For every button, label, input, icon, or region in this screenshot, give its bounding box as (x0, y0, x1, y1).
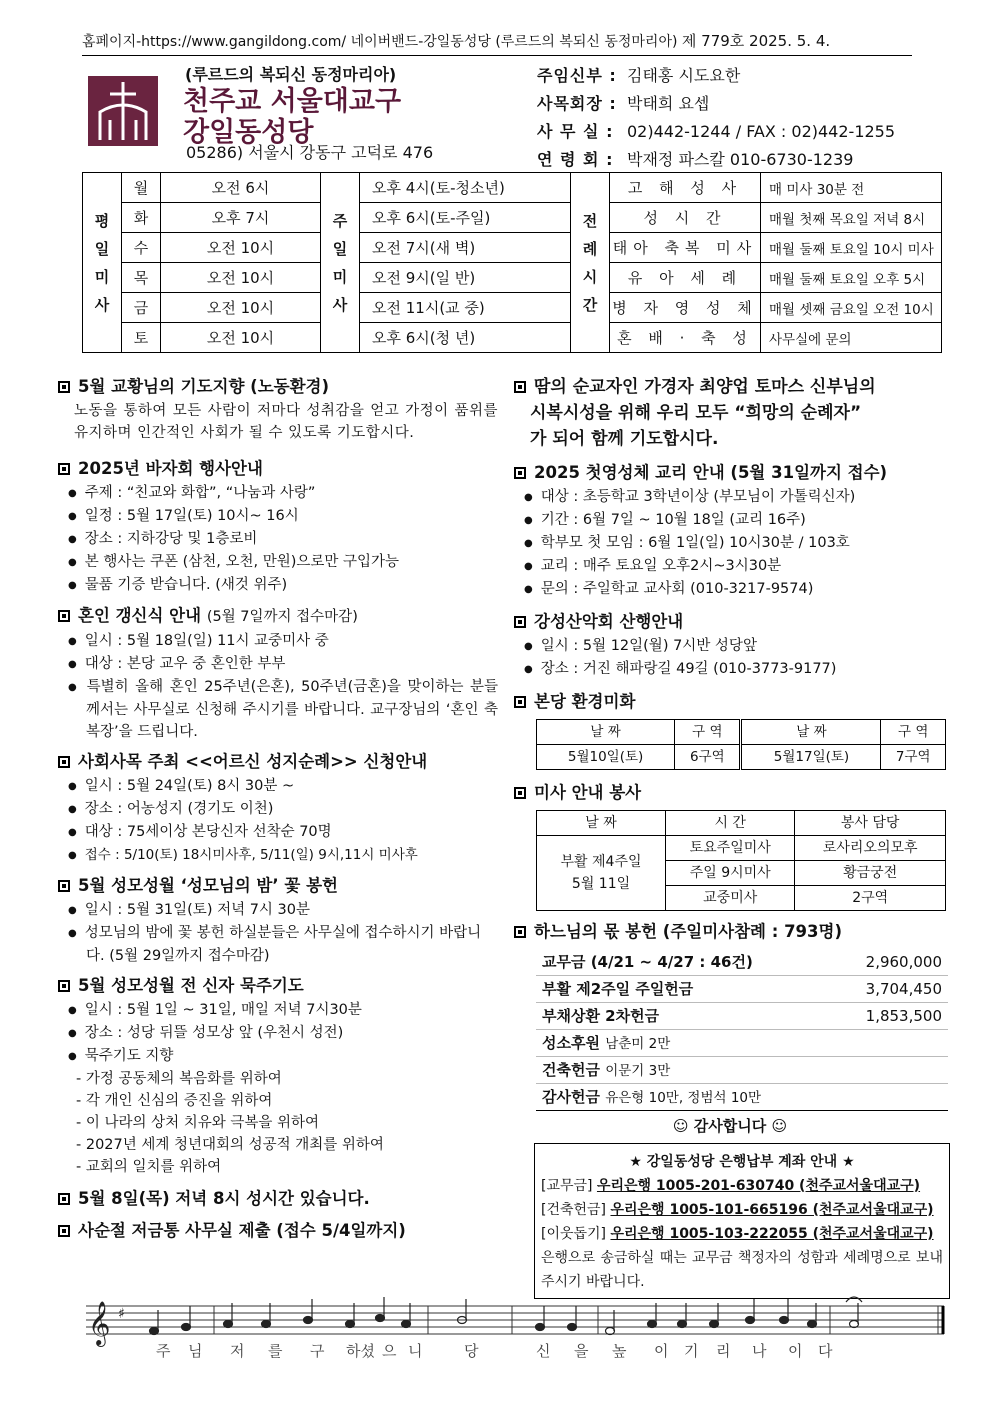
intention-item: - 가정 공동체의 복음화를 위하여 (76, 1071, 282, 1087)
lyric-syllable: 저 (230, 1342, 245, 1360)
parish-name: 강일동성당 (183, 117, 314, 148)
contact-info (537, 62, 895, 174)
intention-item: - 각 개인 신심의 증진을 위하여 (76, 1093, 273, 1109)
list-item: ● 교리 : 매주 토요일 오후2시~3시30분 (514, 555, 946, 578)
mass-service-table: 날 짜 시 간 봉사 담당 부활 제4주일 5월 11일 토요주일미사 로사리오의모후 주일 9시미사 황금궁전 교중미사 2구역 (536, 810, 946, 911)
sunday-mass-label: 주 일 미 사 (321, 173, 360, 353)
list-item: ● 문의 : 주일학교 교사회 (010-3217-9574) (514, 578, 946, 601)
diocese-name: 천주교 서울대교구 (183, 86, 402, 117)
lyric-syllable: 이 (654, 1342, 669, 1360)
section-title: 5월 성모성월 ‘성모님의 밤’ 꽃 봉헌 (58, 875, 498, 897)
bank-account-box (534, 1143, 950, 1299)
list-item: ● 물품 기증 받습니다. (새것 위주) (58, 574, 498, 597)
section-title: 미사 안내 봉사 (514, 782, 946, 804)
list-item: ● 장소 : 거진 해파랑길 49길 (010-3773-9177) (514, 658, 946, 681)
lyric-syllable: 이 (788, 1342, 803, 1360)
thanks-text: ☺ 감사합니다 ☺ (672, 1117, 788, 1135)
homepage-text: 홈페이지-https://www.gangildong.com/ 네이버밴드-강일동성당 (루르드의 복되신 동정마리아) (82, 34, 678, 50)
contact-row: 주임신부 : 김태홍 시도요한 (537, 66, 741, 85)
list-item: ● 특별히 올해 혼인 25주년(은혼), 50주년(금혼)을 맞이하는 분들께서는 사무실로 신청해 주시기를 바랍니다. 교구장님의 ‘혼인 축복장’을 드립니다. (58, 676, 498, 743)
lyric-syllable: 다 (818, 1342, 833, 1360)
patron-name: (루르드의 복되신 동정마리아) (185, 65, 397, 84)
lyric-syllable: 기 (684, 1342, 699, 1360)
lyric-syllable: 를 (268, 1342, 283, 1360)
offering-row: 부채상환 2차헌금 1,853,500 (536, 1003, 948, 1030)
intention-item: - 2027년 세계 청년대회의 성공적 개최를 위하여 (76, 1137, 384, 1153)
section-title: 본당 환경미화 (514, 691, 946, 713)
list-item: ● 성모님의 밤에 꽃 봉헌 하실분들은 사무실에 접수하시기 바랍니다. (5월 29일까지 접수마감) (58, 922, 498, 967)
section-title: 땀의 순교자인 가경자 최양업 토마스 신부님의 (514, 376, 946, 398)
section-title: 2025 첫영성체 교리 안내 (5월 31일까지 접수) (514, 462, 946, 484)
section-title: 2025년 바자회 행사안내 (58, 458, 498, 480)
section-title: 사순절 저금통 사무실 제출 (접수 5/4일까지) (58, 1220, 498, 1242)
list-item: ● 일시 : 5월 18일(일) 11시 교중미사 중 (58, 630, 498, 653)
lyric-syllable: 주 (156, 1342, 171, 1360)
list-item: ● 일정 : 5월 17일(토) 10시~ 16시 (58, 505, 498, 528)
list-item: ● 대상 : 초등학교 3학년이상 (부모님이 가톨릭신자) (514, 486, 946, 509)
weekday-mass-label: 평 일 미 사 (83, 173, 122, 353)
list-item: ● 장소 : 성당 뒤뜰 성모상 앞 (우천시 성전) (58, 1022, 498, 1045)
left-column (58, 368, 498, 1244)
offering-row: 감사헌금 유은형 10만, 정범석 10만 (536, 1084, 948, 1111)
svg-text:𝄞: 𝄞 (88, 1301, 111, 1345)
parish-logo (88, 76, 158, 146)
offering-row: 교무금 (4/21 ~ 4/27 : 46건) 2,960,000 (536, 949, 948, 976)
bank-note: 은행으로 송금하실 때는 교무금 책정자의 성함과 세례명으로 보내주시기 바랍니다. (541, 1250, 943, 1290)
mass-schedule-table: 평 일 미 사 월 오전 6시 주 일 미 사 오후 4시(토-청소년) 전 례 시 간 고 해 성 사 매 미사 30분 전 화 오후 7시 오후 6시(토-주일) 성 시 간 매월 첫째 목요일 저녁 8시 수 오전 10시 오전 7시(새 벽) 태아 축복 미사 매월 둘째 토요일 10시 미사 목 오전 10시 오전 9시(일 반) 유 아 세 례 매월 둘째 토요일 오후 5시 금 오전 10시 오전 11시(교 중) 병 자 영 성 체 매월 셋째 금요일 오전 10시 토 오전 10시 오후 6시(청 년) 혼 배 · 축 성 사무실에 문의 (82, 172, 942, 353)
bank-line: [건축헌금] 우리은행 1005-101-665196 (천주교서울대교구) (541, 1202, 934, 1218)
section-title: 사회사목 주최 <<어르신 성지순례>> 신청안내 (58, 751, 498, 773)
list-item: ● 본 행사는 쿠폰 (삼천, 오천, 만원)으로만 구입가능 (58, 551, 498, 574)
list-item: ● 주제 : “친교와 화합”, “나눔과 사랑” (58, 482, 498, 505)
section-title: 혼인 갱신식 안내 (5월 7일까지 접수마감) (58, 605, 498, 628)
section-title: 5월 8일(목) 저녁 8시 성시간 있습니다. (58, 1188, 498, 1210)
list-item: ● 일시 : 5월 12일(월) 7시반 성당앞 (514, 635, 946, 658)
contact-row: 사목회장 : 박태희 요셉 (537, 94, 710, 113)
cleaning-table: 날 짜 구 역 날 짜 구 역 5월10일(토) 6구역 5월17일(토) 7구역 (536, 719, 946, 770)
lyric-syllable: 나 (752, 1342, 767, 1360)
lyric-syllable: 을 (574, 1342, 589, 1360)
contact-row: 사 무 실 : 02)442-1244 / FAX : 02)442-1255 (537, 122, 896, 141)
parish-address: 05286) 서울시 강동구 고덕로 476 (186, 143, 434, 162)
offering-list (536, 949, 948, 1111)
prayer-intention-text: 노동을 통하여 모든 사람이 저마다 성취감을 얻고 가정이 품위를 유지하며 인간적인 사회가 될 수 있도록 기도합시다. (74, 403, 498, 441)
right-column (514, 368, 946, 1299)
lyric-syllable: 구 (310, 1342, 325, 1360)
sacrament-label: 전 례 시 간 (571, 173, 610, 353)
lyric-syllable: 높 (612, 1342, 627, 1360)
list-item: ● 대상 : 75세이상 본당신자 선착순 70명 (58, 821, 498, 844)
lyric-syllable: 신 (536, 1342, 551, 1360)
list-item: ● 대상 : 본당 교우 중 혼인한 부부 (58, 653, 498, 676)
lyric-syllable: 하셨 (346, 1342, 375, 1360)
lyric-syllable: 님 (188, 1342, 203, 1360)
intention-item: - 교회의 일치를 위하여 (76, 1159, 222, 1175)
top-line (82, 30, 912, 56)
section-title: 5월 성모성월 전 신자 묵주기도 (58, 975, 498, 997)
contact-row: 연 령 회 : 박재정 파스칼 010-6730-1239 (537, 150, 854, 169)
lyric-syllable: 리 (716, 1342, 731, 1360)
list-item: ● 일시 : 5월 31일(토) 저녁 7시 30분 (58, 899, 498, 922)
offering-row: 부활 제2주일 주일헌금 3,704,450 (536, 976, 948, 1003)
section-title: 강성산악회 산행안내 (514, 611, 946, 633)
list-item: ● 학부모 첫 모임 : 6월 1일(일) 10시30분 / 103호 (514, 532, 946, 555)
section-title: 5월 교황님의 기도지향 (노동환경) (58, 376, 498, 398)
list-item: ● 장소 : 지하강당 및 1층로비 (58, 528, 498, 551)
issue-number: 제 779호 2025. 5. 4. (681, 32, 831, 50)
lyric-syllable: 니 (408, 1342, 423, 1360)
intention-item: - 이 나라의 상처 치유와 극복을 위하여 (76, 1115, 319, 1131)
list-item: ● 묵주기도 지향 (58, 1045, 498, 1068)
section-text: 가 되어 함께 기도합시다. (530, 429, 719, 449)
lyric-syllable: 으 (382, 1342, 397, 1360)
list-item: ● 접수 : 5/10(토) 18시미사후, 5/11(일) 9시,11시 미사후 (58, 844, 498, 867)
offering-row: 성소후원 남춘미 2만 (536, 1030, 948, 1057)
section-title: 하느님의 몫 봉헌 (주일미사참례 : 793명) (514, 921, 946, 943)
parish-title (183, 86, 401, 148)
list-item: ● 장소 : 어농성지 (경기도 이천) (58, 798, 498, 821)
list-item: ● 기간 : 6월 7일 ~ 10월 18일 (교리 16주) (514, 509, 946, 532)
section-text: 시복시성을 위해 우리 모두 “희망의 순례자” (530, 403, 862, 423)
svg-text:♯: ♯ (118, 1306, 125, 1322)
bank-title: ★ 강일동성당 은행납부 계좌 안내 ★ (629, 1154, 855, 1170)
list-item: ● 일시 : 5월 1일 ~ 31일, 매일 저녁 7시30분 (58, 999, 498, 1022)
bank-line: [교무금] 우리은행 1005-201-630740 (천주교서울대교구) (541, 1178, 921, 1194)
list-item: ● 일시 : 5월 24일(토) 8시 30분 ~ (58, 775, 498, 798)
bank-line: [이웃돕기] 우리은행 1005-103-222055 (천주교서울대교구) (541, 1226, 934, 1242)
lyric-syllable: 당 (464, 1342, 479, 1360)
offering-row: 건축헌금 이문기 3만 (536, 1057, 948, 1084)
